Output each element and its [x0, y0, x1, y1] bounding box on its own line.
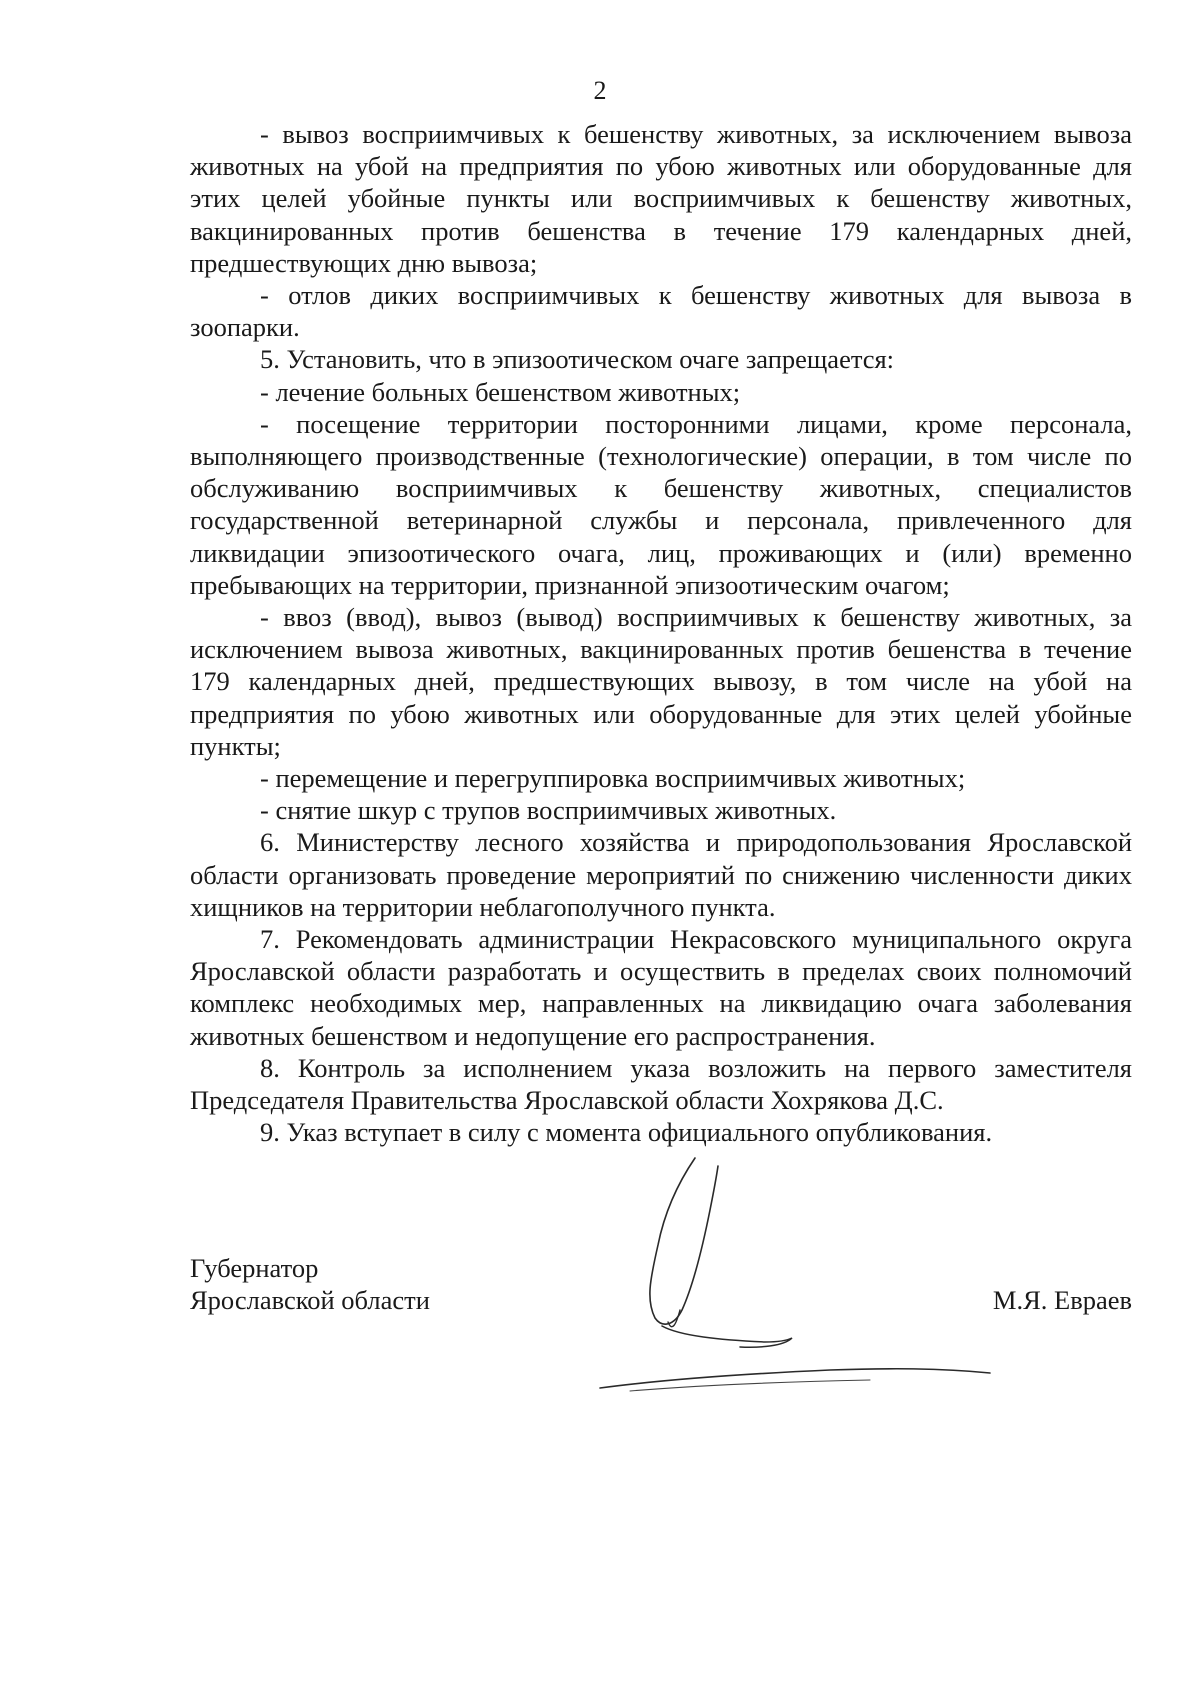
signatory-name: М.Я. Евраев [992, 1285, 1132, 1315]
signatory-title-line1: Губернатор [190, 1253, 319, 1283]
paragraph-treatment-ban: - лечение больных бешенством животных; [260, 376, 741, 407]
paragraph-skinning-ban: - снятие шкур с трупов восприимчивых животных. [260, 795, 837, 826]
handwritten-signature [570, 1150, 1070, 1400]
paragraph-item-6: 6. Министерству лесного хозяйства и природопользования Ярославской области организовать проведение мероприятий по снижению численности диких хищников на территории неблагополучного пункта. [190, 827, 1132, 922]
paragraph-import-export-ban: - ввоз (ввод), вывоз (вывод) восприимчивых к бешенству животных, за исключением вывоза животных, вакцинированных против бешенства в течение 179 календарных дней, предшествующих вывозу, в том числе на убой на предприятия по убою животных или оборудованные для этих целей убойные пункты; [190, 602, 1132, 761]
paragraph-item-8: 8. Контроль за исполнением указа возложить на первого заместителя Председателя Правительства Ярославской области Хохрякова Д.С. [190, 1052, 1132, 1116]
signatory-title-line2: Ярославской области [190, 1285, 430, 1315]
paragraph-visit-ban: - посещение территории посторонними лицами, кроме персонала, выполняющего производственные (технологические) операции, в том числе по обслуживанию восприимчивых к бешенству животных, специалистов государственной ветеринарной службы и персонала, привлеченного для ликвидации эпизоотического очага, лиц, проживающих и (или) временно пребывающих на территории, признанной эпизоотическим очагом; [190, 408, 1132, 600]
document-body [190, 118, 1132, 1149]
page-number: 2 [593, 76, 607, 105]
paragraph-capture-ban: - отлов диких восприимчивых к бешенству животных для вывоза в зоопарки. [190, 280, 1132, 343]
paragraph-item-5: 5. Установить, что в эпизоотическом очаге запрещается: [260, 344, 895, 375]
paragraph-export-ban: - вывоз восприимчивых к бешенству животных, за исключением вывоза животных на убой на предприятия по убою животных или оборудованные для этих целей убойные пункты или восприимчивых к бешенству животных, вакцинированных против бешенства в течение 179 календарных дней, предшествующих дню вывоза; [190, 119, 1132, 278]
paragraph-regrouping-ban: - перемещение и перегруппировка восприимчивых животных; [260, 763, 966, 794]
signatory-title [190, 1252, 430, 1316]
paragraph-item-9: 9. Указ вступает в силу с момента официального опубликования. [260, 1117, 993, 1148]
paragraph-item-7: 7. Рекомендовать администрации Некрасовского муниципального округа Ярославской области разработать и осуществить в пределах своих полномочий комплекс необходимых мер, направленных на ликвидацию очага заболевания животных бешенством и недопущение его распространения. [190, 924, 1132, 1051]
